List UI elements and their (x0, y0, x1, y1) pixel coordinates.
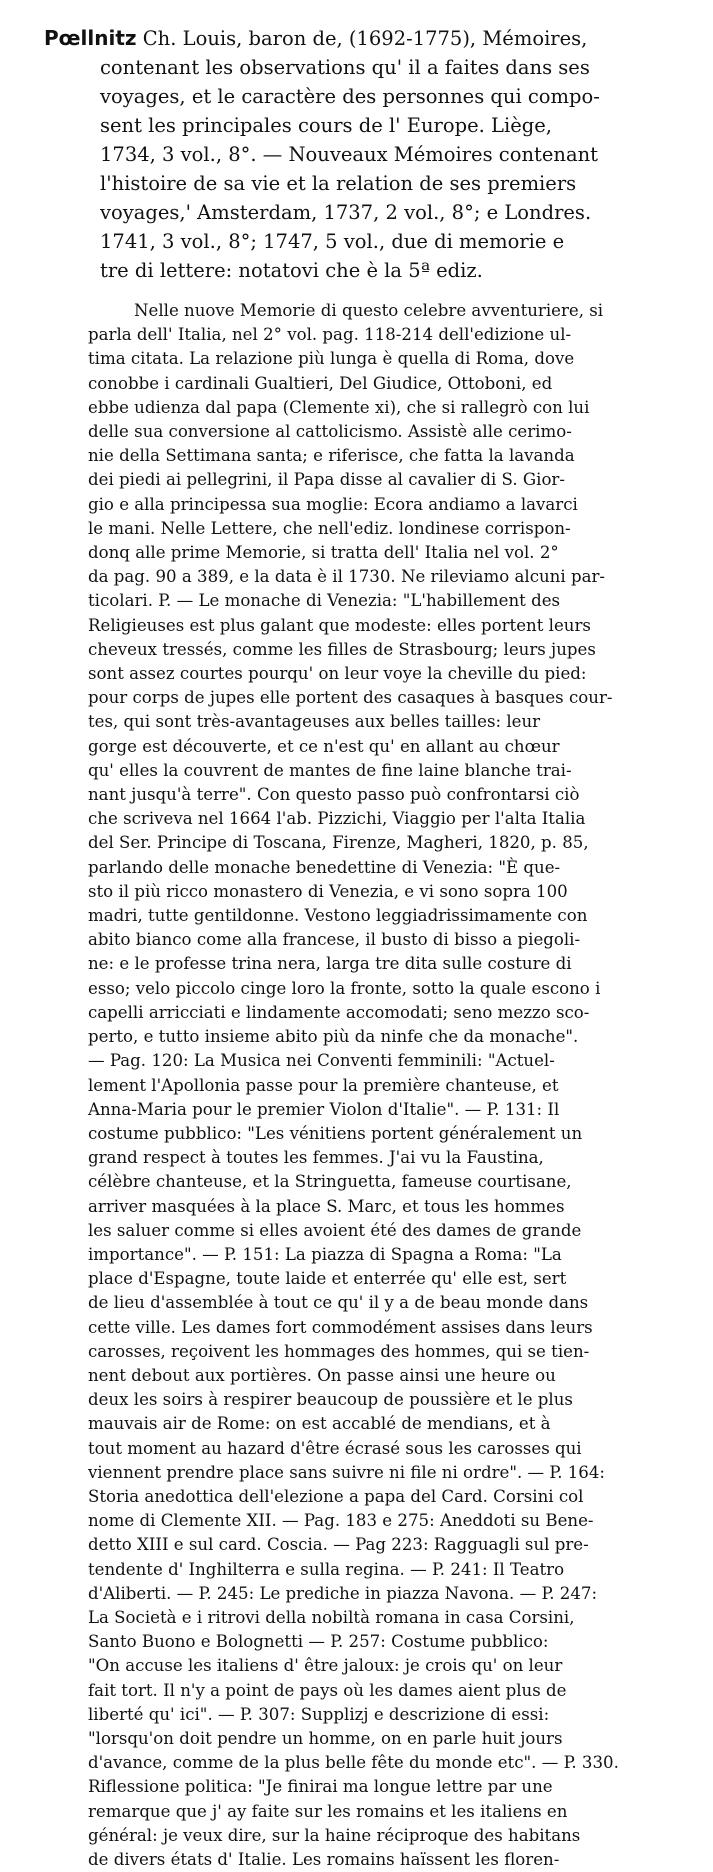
commentary-line: ne: e le professe trina nera, larga tre dita sulle costure di (88, 954, 572, 974)
entry-line: voyages, et le caractère des personnes qui compo- (100, 85, 600, 108)
commentary-line: lement l'Apollonia passe pour la première chanteuse, et (88, 1075, 559, 1095)
entry-headword: Pœllnitz (44, 26, 137, 50)
commentary-line: — Pag. 120: La Musica nei Conventi femminili: "Actuel- (88, 1051, 555, 1071)
commentary-line: mauvais air de Rome: on est accablé de mendians, et à (88, 1414, 551, 1434)
commentary-line: célèbre chanteuse, et la Stringuetta, fameuse courtisane, (88, 1172, 572, 1192)
commentary-line: nent debout aux portières. On passe ainsi une heure ou (88, 1365, 556, 1385)
commentary-line: "On accuse les italiens d' être jaloux: je crois qu' on leur (88, 1656, 563, 1676)
entry-line: 1734, 3 vol., 8°. — Nouveaux Mémoires contenant (100, 143, 598, 166)
commentary-line: carosses, reçoivent les hommages des hommes, qui se tien- (88, 1341, 590, 1361)
commentary-line: pour corps de jupes elle portent des casaques à basques cour- (88, 688, 613, 708)
commentary-line: conobbe i cardinali Gualtieri, Del Giudice, Ottoboni, ed (88, 373, 553, 393)
commentary-line: Storia anedottica dell'elezione a papa del Card. Corsini col (88, 1486, 584, 1506)
commentary-line: capelli arricciati e lindamente accomodati; seno mezzo sco- (88, 1002, 590, 1022)
entry-line: tre di lettere: notatovi che è la 5ª ediz. (100, 259, 483, 282)
commentary-line: tes, qui sont très-avantageuses aux belles tailles: leur (88, 712, 541, 732)
commentary-line: remarque que j' ay faite sur les romains et les italiens en (88, 1801, 568, 1821)
commentary-line: le mani. Nelle Lettere, che nell'ediz. londinese corrispon- (88, 518, 571, 538)
entry-line: contenant les observations qu' il a faites dans ses (100, 56, 590, 79)
commentary-line: del Ser. Principe di Toscana, Firenze, Magheri, 1820, p. 85, (88, 833, 589, 853)
commentary-line: tendente d' Inghilterra e sulla regina. — P. 241: Il Teatro (88, 1559, 565, 1579)
commentary-line: liberté qu' ici". — P. 307: Supplizj e descrizione di essi: (88, 1704, 550, 1724)
commentary-line: importance". — P. 151: La piazza di Spagna a Roma: "La (88, 1244, 562, 1264)
commentary-line: detto XIII e sul card. Coscia. — Pag 223: Ragguagli sul pre- (88, 1535, 589, 1555)
commentary-line: che scriveva nel 1664 l'ab. Pizzichi, Viaggio per l'alta Italia (88, 809, 586, 829)
entry-line: sent les principales cours de l' Europe. Liège, (100, 114, 552, 137)
commentary-line: fait tort. Il n'y a point de pays où les dames aient plus de (88, 1680, 567, 1700)
commentary-line: parlando delle monache benedettine di Venezia: "È que- (88, 857, 561, 877)
commentary-line: da pag. 90 a 389, e la data è il 1730. Ne rileviamo alcuni par- (88, 567, 605, 587)
commentary-line: La Società e i ritrovi della nobiltà romana in casa Corsini, (88, 1607, 575, 1627)
commentary-line: abito bianco come alla francese, il busto di bisso a piegoli- (88, 930, 581, 950)
commentary-line: nant jusqu'à terre". Con questo passo può confrontarsi ciò (88, 785, 580, 805)
commentary-line: grand respect à toutes les femmes. J'ai vu la Faustina, (88, 1148, 544, 1168)
commentary-line: Religieuses est plus galant que modeste: elles portent leurs (88, 615, 591, 635)
commentary-line: Nelle nuove Memorie di questo celebre avventuriere, si (134, 301, 604, 320)
entry-line: l'histoire de sa vie et la relation de ses premiers (100, 172, 577, 195)
commentary-line: général: je veux dire, sur la haine réciproque des habitans (88, 1825, 581, 1845)
commentary-line: de divers états d' Italie. Les romains haïssent les floren- (88, 1850, 560, 1869)
commentary-line: ebbe udienza dal papa (Clemente xi), che si rallegrò con lui (88, 397, 590, 417)
commentary-line: nie della Settimana santa; e riferisce, che fatta la lavanda (88, 446, 575, 466)
commentary-line: parla dell' Italia, nel 2° vol. pag. 118-214 dell'edizione ul- (88, 325, 572, 345)
bibliography-entry (44, 24, 701, 285)
commentary-line: sto il più ricco monastero di Venezia, e vi sono sopra 100 (88, 881, 568, 901)
commentary-line: esso; velo piccolo cinge loro la fronte, sotto la quale escono i (88, 978, 601, 998)
commentary-line: Anna-Maria pour le premier Violon d'Italie". — P. 131: Il (88, 1099, 560, 1119)
entry-line-1 (44, 24, 701, 53)
commentary-line: d'Aliberti. — P. 245: Le prediche in piazza Navona. — P. 247: (88, 1583, 598, 1603)
commentary-line: de lieu d'assemblée à tout ce qu' il y a de beau monde dans (88, 1293, 589, 1313)
commentary-line: cheveux tressés, comme les filles de Strasbourg; leurs jupes (88, 639, 596, 659)
commentary-line: gorge est découverte, et ce n'est qu' en allant au chœur (88, 736, 560, 756)
commentary-line: deux les soirs à respirer beaucoup de poussière et le plus (88, 1390, 573, 1410)
commentary-line: dei piedi ai pellegrini, il Papa disse al cavalier di S. Gior- (88, 470, 565, 490)
commentary-line: costume pubblico: "Les vénitiens portent généralement un (88, 1123, 583, 1143)
commentary-line: madri, tutte gentildonne. Vestono leggiadrissimamente con (88, 906, 588, 926)
commentary-line: arriver masquées à la place S. Marc, et tous les hommes (88, 1196, 565, 1216)
commentary-line: ticolari. P. — Le monache di Venezia: "L'habillement des (88, 591, 561, 611)
commentary-line: viennent prendre place sans suivre ni file ni ordre". — P. 164: (88, 1462, 606, 1482)
commentary-line: place d'Espagne, toute laide et enterrée qu' elle est, sert (88, 1269, 567, 1289)
commentary-text (44, 299, 701, 1872)
commentary-line: delle sua conversione al cattolicismo. Assistè alle cerimo- (88, 422, 572, 442)
commentary-line: Santo Buono e Bolognetti — P. 257: Costume pubblico: (88, 1632, 549, 1652)
entry-line: voyages,' Amsterdam, 1737, 2 vol., 8°; e Londres. (100, 201, 592, 224)
commentary-line: donq alle prime Memorie, si tratta dell' Italia nel vol. 2° (88, 543, 559, 563)
commentary-line: qu' elles la couvrent de mantes de fine laine blanche trai- (88, 760, 572, 780)
commentary-line: d'avance, comme de la plus belle fête du monde etc". — P. 330. (88, 1753, 619, 1773)
commentary-line: cette ville. Les dames fort commodément assises dans leurs (88, 1317, 593, 1337)
commentary-line: sont assez courtes pourqu' on leur voye la cheville du pied: (88, 664, 587, 684)
entry-line-1-text: Ch. Louis, baron de, (1692-1775), Mémoires, (142, 27, 588, 50)
commentary-line: Riflessione politica: "Je finirai ma longue lettre par une (88, 1777, 553, 1797)
commentary-line: "lorsqu'on doit pendre un homme, on en parle huit jours (88, 1728, 563, 1748)
commentary-line: nome di Clemente XII. — Pag. 183 e 275: Aneddoti su Bene- (88, 1511, 594, 1531)
commentary-line: gio e alla principessa sua moglie: Ecora andiamo a lavarci (88, 494, 578, 514)
entry-line: 1741, 3 vol., 8°; 1747, 5 vol., due di memorie e (100, 230, 565, 253)
commentary-line: tout moment au hazard d'être écrasé sous les carosses qui (88, 1438, 582, 1458)
commentary-line: perto, e tutto insieme abito più da ninfe che da monache". (88, 1027, 579, 1047)
commentary-line: les saluer comme si elles avoient été des dames de grande (88, 1220, 582, 1240)
commentary-line: tima citata. La relazione più lunga è quella di Roma, dove (88, 349, 575, 369)
